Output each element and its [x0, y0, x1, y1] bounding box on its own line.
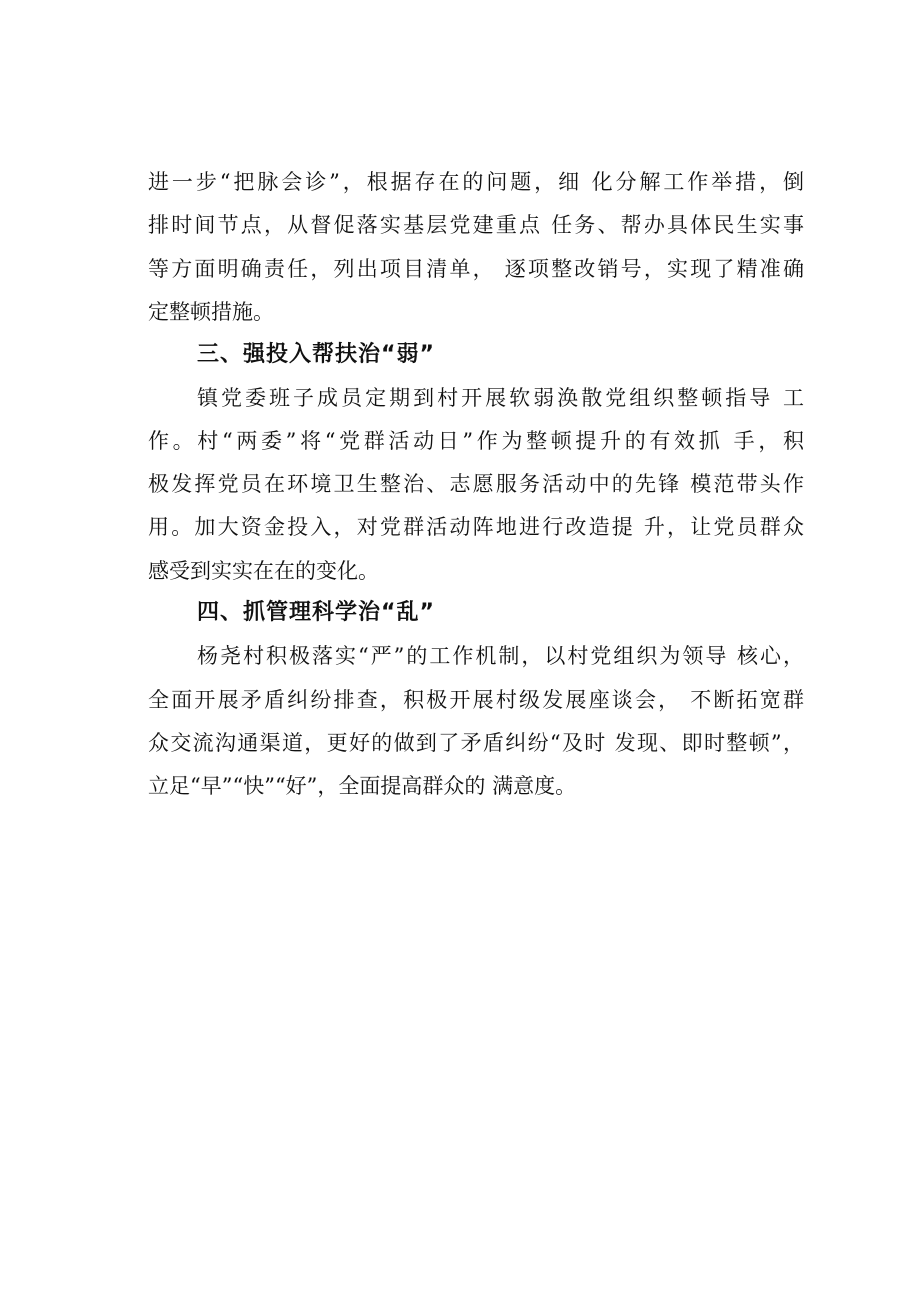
paragraph-line: 杨尧村积极落实“严”的工作机制，以村党组织为领导 核心，	[197, 644, 804, 668]
paragraph-line: 定整顿措施。	[148, 300, 274, 324]
section-heading-4: 四、抓管理科学治“乱”	[197, 600, 435, 625]
paragraph-line: 等方面明确责任，列出项目清单， 逐项整改销号，实现了精准确	[148, 257, 804, 281]
paragraph-line: 排时间节点，从督促落实基层党建重点 任务、帮办具体民生实事	[148, 213, 804, 237]
paragraph-line: 立足“早”“快”“好”，全面提高群众的 满意度。	[148, 774, 577, 798]
paragraph-line: 感受到实实在在的变化。	[148, 559, 379, 583]
paragraph-line: 众交流沟通渠道，更好的做到了矛盾纠纷“及时 发现、即时整顿”，	[148, 731, 804, 755]
section-heading-3: 三、强投入帮扶治“弱”	[197, 342, 435, 367]
paragraph-line: 作。村“两委”将“党群活动日”作为整顿提升的有效抓 手，积	[148, 429, 804, 453]
paragraph-line: 用。加大资金投入，对党群活动阵地进行改造提 升，让党员群众	[148, 515, 804, 539]
paragraph-line: 全面开展矛盾纠纷排查，积极开展村级发展座谈会， 不断拓宽群	[148, 688, 804, 712]
paragraph-line: 镇党委班子成员定期到村开展软弱涣散党组织整顿指导 工	[197, 386, 804, 410]
paragraph-line: 进一步“把脉会诊”，根据存在的问题，细 化分解工作举措，倒	[148, 170, 804, 194]
paragraph-line: 极发挥党员在环境卫生整治、志愿服务活动中的先锋 模范带头作	[148, 472, 804, 496]
